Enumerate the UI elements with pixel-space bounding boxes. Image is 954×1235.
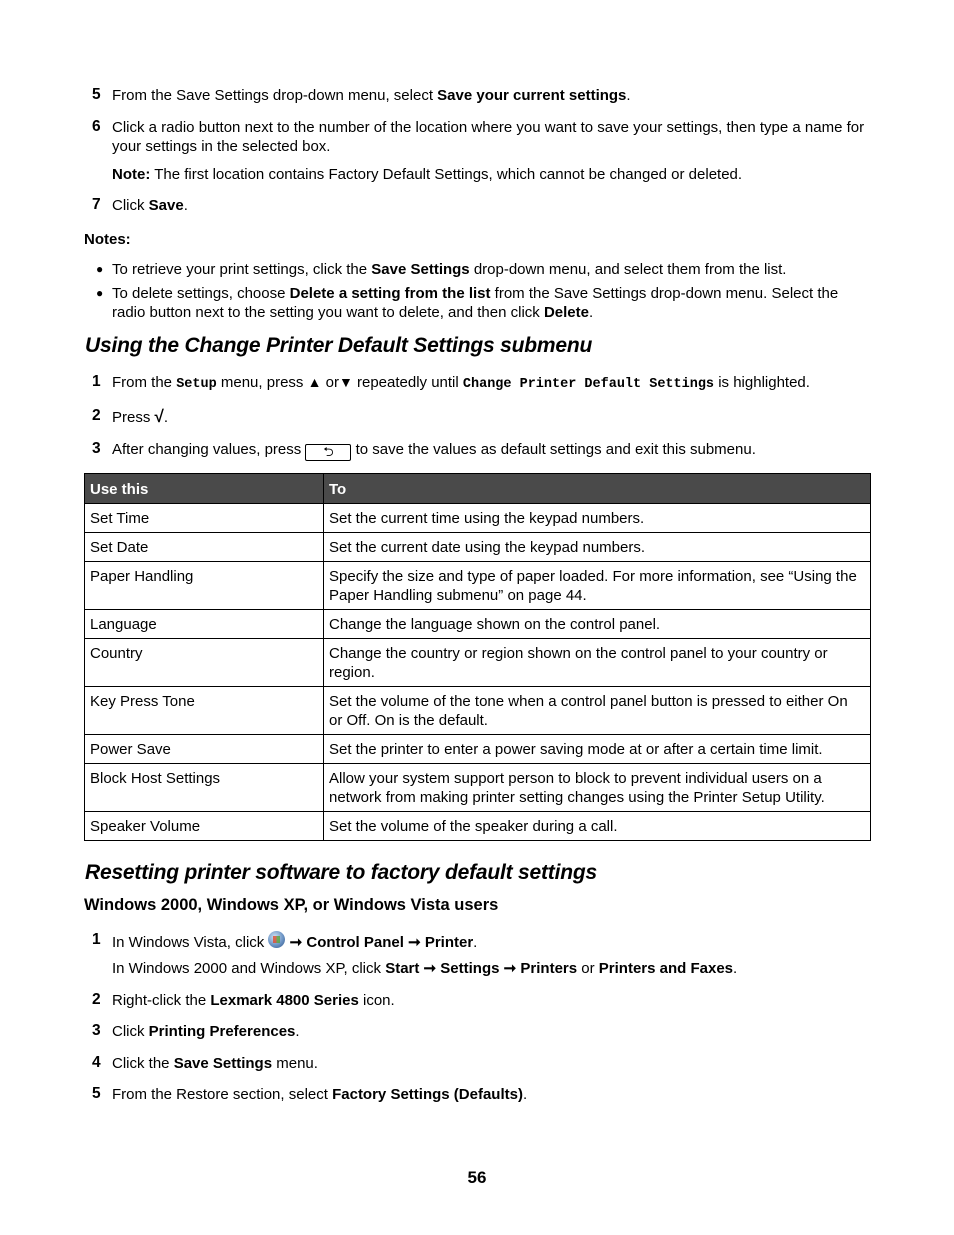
step-text: Click Save. <box>112 197 188 214</box>
table-cell: Power Save <box>85 735 324 764</box>
windows-start-icon <box>268 931 285 948</box>
table-cell: Set Time <box>85 504 324 533</box>
step-text: From the Save Settings drop-down menu, select Save your current settings. <box>112 87 631 104</box>
column-header: Use this <box>85 474 324 504</box>
step-number: 2 <box>92 991 101 1008</box>
table-row <box>85 533 871 562</box>
table-row <box>85 764 871 812</box>
arrow-icon: ➞ <box>503 960 517 977</box>
bullet-icon: ● <box>96 262 104 276</box>
table-row <box>85 504 871 533</box>
step-number: 6 <box>92 118 101 135</box>
back-button-icon: ⮌ <box>305 444 351 461</box>
table-cell: Set the printer to enter a power saving mode at or after a certain time limit. <box>324 735 871 764</box>
step-number: 7 <box>92 196 101 213</box>
table-cell: Block Host Settings <box>85 764 324 812</box>
section-heading: Using the Change Printer Default Settings submenu <box>85 334 593 357</box>
step-text: From the Restore section, select Factory Settings (Defaults). <box>112 1086 528 1103</box>
page-number: 56 <box>467 1168 487 1187</box>
table-cell: Paper Handling <box>85 562 324 610</box>
table-row <box>85 562 871 610</box>
table-cell: Set the current date using the keypad numbers. <box>324 533 871 562</box>
checkmark-icon: √ <box>154 407 164 426</box>
table-row <box>85 735 871 764</box>
step-number: 5 <box>92 86 101 103</box>
table-cell: Key Press Tone <box>85 687 324 735</box>
table-cell: Change the language shown on the control panel. <box>324 610 871 639</box>
step-text: In Windows 2000 and Windows XP, click Start ➞ Settings ➞ Printers or Printers and Faxes. <box>112 960 738 977</box>
step-text: Click a radio button next to the number of the location where you want to save your settings, then type a name for your settings in the selected box. <box>112 119 865 155</box>
step-text: Press √. <box>112 407 169 426</box>
note: Note: The first location contains Factory Default Settings, which cannot be changed or deleted. <box>112 166 743 183</box>
arrow-icon: ➞ <box>408 934 421 951</box>
arrow-icon: ➞ <box>423 960 437 977</box>
table-cell: Set the volume of the tone when a control panel button is pressed to either On or Off. On is the default. <box>324 687 871 735</box>
table-row <box>85 610 871 639</box>
table-cell: Specify the size and type of paper loaded. For more information, see “Using the Paper Handling submenu” on page 44. <box>324 562 871 610</box>
up-arrow-icon: ▲ <box>307 374 322 390</box>
table-cell: Change the country or region shown on the control panel to your country or region. <box>324 639 871 687</box>
note-item: To retrieve your print settings, click the Save Settings drop-down menu, and select them from the list. <box>112 261 787 278</box>
section-heading: Resetting printer software to factory default settings <box>85 861 597 884</box>
table-row <box>85 687 871 735</box>
table-row <box>85 812 871 841</box>
table-cell: Country <box>85 639 324 687</box>
step-number: 4 <box>92 1054 101 1071</box>
table-cell: Language <box>85 610 324 639</box>
table-row <box>85 639 871 687</box>
table-cell: Set the volume of the speaker during a call. <box>324 812 871 841</box>
down-arrow-icon: ▼ <box>338 374 353 390</box>
table-header-row <box>85 474 871 504</box>
step-text: Click the Save Settings menu. <box>112 1055 318 1072</box>
step-text: Right-click the Lexmark 4800 Series icon. <box>112 992 395 1009</box>
notes-heading: Notes: <box>84 231 131 248</box>
step-number: 3 <box>92 440 101 457</box>
step-number: 2 <box>92 407 101 424</box>
bullet-icon: ● <box>96 286 104 300</box>
subsection-heading: Windows 2000, Windows XP, or Windows Vista users <box>84 896 499 914</box>
table-cell: Set the current time using the keypad numbers. <box>324 504 871 533</box>
step-number: 1 <box>92 931 101 948</box>
column-header: To <box>324 474 871 504</box>
step-text: Click Printing Preferences. <box>112 1023 300 1040</box>
note-item: To delete settings, choose Delete a setting from the list from the Save Settings drop-down menu. Select the radio button next to the setting you want to delete, and then click Delete. <box>112 285 839 321</box>
table-cell: Speaker Volume <box>85 812 324 841</box>
arrow-icon: ➞ <box>289 934 303 951</box>
table-cell: Allow your system support person to block to prevent individual users on a network from making printer setting changes using the Printer Setup Utility. <box>324 764 871 812</box>
step-text: After changing values, press ⮌ to save the values as default settings and exit this submenu. <box>112 441 756 459</box>
step-text: In Windows Vista, click ➞ Control Panel ➞ Printer. <box>112 931 870 952</box>
step-number: 5 <box>92 1085 101 1102</box>
step-text: From the Setup menu, press ▲ or▼ repeatedly until Change Printer Default Settings is highlighted. <box>112 374 810 392</box>
table-cell: Set Date <box>85 533 324 562</box>
step-number: 1 <box>92 373 101 390</box>
settings-table <box>84 473 871 841</box>
step-number: 3 <box>92 1022 101 1039</box>
